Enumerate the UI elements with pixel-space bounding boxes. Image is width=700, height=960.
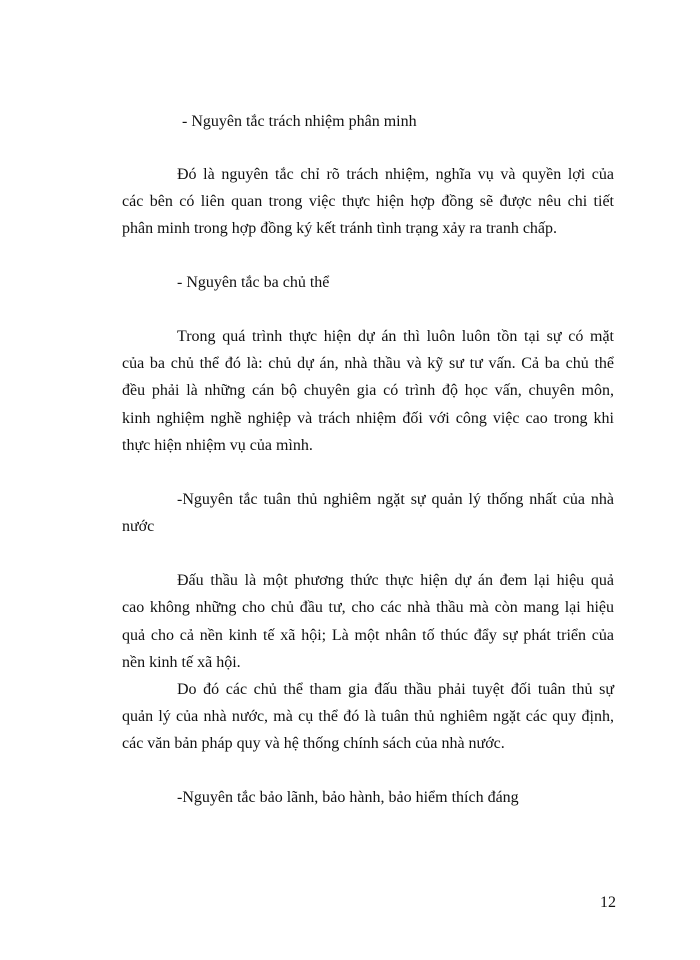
section-heading-continuation: nước <box>122 518 155 535</box>
paragraph-line: quả cho cả nền kinh tế xã hội; Là một nhân tố thúc đẩy sự phát triển của <box>122 627 614 644</box>
paragraph-line: thực hiện nhiệm vụ của mình. <box>122 437 313 454</box>
paragraph-line: các bên có liên quan trong việc thực hiện hợp đồng sẽ được nêu chi tiết <box>122 193 614 210</box>
section-heading-responsibility: - Nguyên tắc trách nhiệm phân minh <box>182 113 417 130</box>
paragraph-line: nền kinh tế xã hội. <box>122 654 241 671</box>
paragraph-line: quản lý của nhà nước, mà cụ thể đó là tuân thủ nghiêm ngặt các quy định, <box>122 708 614 725</box>
paragraph-line: của ba chủ thể đó là: chủ dự án, nhà thầu và kỹ sư tư vấn. Cả ba chủ thể <box>122 355 614 372</box>
page-number: 12 <box>600 894 616 911</box>
section-heading-guarantees: -Nguyên tắc bảo lãnh, bảo hành, bảo hiểm thích đáng <box>177 789 519 806</box>
paragraph-line: Đó là nguyên tắc chỉ rõ trách nhiệm, nghĩa vụ và quyền lợi của <box>177 166 614 183</box>
paragraph-line: phân minh trong hợp đồng ký kết tránh tình trạng xảy ra tranh chấp. <box>122 220 558 237</box>
paragraph-line: Trong quá trình thực hiện dự án thì luôn luôn tồn tại sự có mặt <box>177 328 614 345</box>
section-heading-state-management: -Nguyên tắc tuân thủ nghiêm ngặt sự quản lý thống nhất của nhà <box>177 491 614 508</box>
paragraph-line: các văn bản pháp quy và hệ thống chính sách của nhà nước. <box>122 735 505 752</box>
paragraph-line: kinh nghiệm nghề nghiệp và trách nhiệm đối với công việc cao trong khi <box>122 410 614 427</box>
paragraph-line: cao không những cho chủ đầu tư, cho các nhà thầu mà còn mang lại hiệu <box>122 599 614 616</box>
section-heading-three-parties: - Nguyên tắc ba chủ thể <box>177 274 330 291</box>
paragraph-line: đều phải là những cán bộ chuyên gia có trình độ học vấn, chuyên môn, <box>122 382 614 399</box>
paragraph-line: Đấu thầu là một phương thức thực hiện dự án đem lại hiệu quả <box>177 572 614 589</box>
paragraph-line: Do đó các chủ thể tham gia đấu thầu phải tuyệt đối tuân thủ sự <box>177 681 614 698</box>
